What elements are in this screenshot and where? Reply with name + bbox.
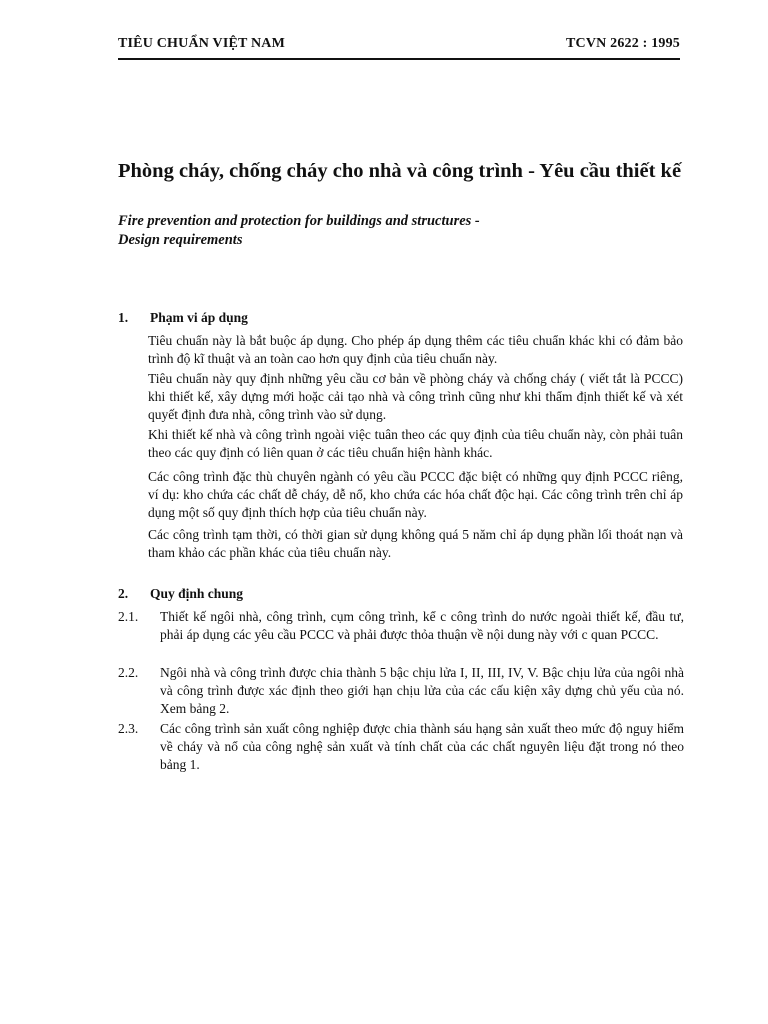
section-title: Quy định chung <box>150 586 244 601</box>
section-1-paragraph: Các công trình tạm thời, có thời gian sử dụng không quá 5 năm chỉ áp dụng phần lối thoát nạn và tham khảo các phần khác của tiêu chuẩn này. <box>148 527 683 560</box>
section-1-heading <box>118 310 248 326</box>
section-2-item <box>118 664 684 718</box>
document-title: Phòng cháy, chống cháy cho nhà và công trình - Yêu cầu thiết kế <box>118 160 682 182</box>
header-standard-name: TIÊU CHUẨN VIỆT NAM <box>118 36 286 51</box>
item-number: 2.2. <box>118 665 139 680</box>
page-header <box>118 36 680 60</box>
subtitle-line-2: Design requirements <box>118 232 243 248</box>
section-1-paragraph: Tiêu chuẩn này là bắt buộc áp dụng. Cho phép áp dụng thêm các tiêu chuẩn khác khi có đảm bảo trình độ kĩ thuật và an toàn cao hơn quy định của tiêu chuẩn này. <box>148 333 683 366</box>
item-text: Các công trình sản xuất công nghiệp được chia thành sáu hạng sản xuất theo mức độ nguy hiểm về cháy và nổ của công nghệ sản xuất và tính chất của các chất nguyên liệu đặt trong nó theo bảng 1. <box>160 721 684 772</box>
section-1-paragraph: Khi thiết kế nhà và công trình ngoài việc tuân theo các quy định của tiêu chuẩn này, còn phải tuân theo các quy định có liên quan ở các tiêu chuẩn hiện hành khác. <box>148 427 683 460</box>
item-number: 2.3. <box>118 721 139 736</box>
document-subtitle <box>118 212 688 250</box>
section-number: 2. <box>118 586 129 601</box>
item-number: 2.1. <box>118 609 139 624</box>
section-1-paragraph: Các công trình đặc thù chuyên ngành có yêu cầu PCCC đặc biệt có những quy định PCCC riêng, ví dụ: kho chứa các chất dễ cháy, dễ nổ, kho chứa các hóa chất độc hại. Các công trình trên chỉ áp dụng một số quy định thích hợp của tiêu chuẩn này. <box>148 469 683 520</box>
section-2-heading <box>118 586 243 602</box>
item-text: Thiết kế ngôi nhà, công trình, cụm công trình, kể c công trình do nước ngoài thiết kế, đầu tư, phải áp dụng các yêu cầu PCCC và phải được thỏa thuận về nội dung này với c quan PCCC. <box>160 609 684 642</box>
section-2-item <box>118 608 684 644</box>
subtitle-line-1: Fire prevention and protection for buildings and structures - <box>118 213 480 229</box>
section-title: Phạm vi áp dụng <box>150 310 248 325</box>
section-1-paragraph: Tiêu chuẩn này quy định những yêu cầu cơ bản về phòng cháy và chống cháy ( viết tắt là PCCC) khi thiết kế, xây dựng mới hoặc cải tạo nhà và công trình cũng như khi thẩm định thiết kế và xét quyết định đưa nhà, công trình vào sử dụng. <box>148 371 683 422</box>
item-text: Ngôi nhà và công trình được chia thành 5 bậc chịu lửa I, II, III, IV, V. Bậc chịu lửa của ngôi nhà và công trình được xác định theo giới hạn chịu lửa của các cấu kiện xây dựng chủ yếu của nó. Xem bảng 2. <box>160 665 684 716</box>
section-2-item <box>118 720 684 774</box>
section-number: 1. <box>118 310 129 325</box>
header-standard-code: TCVN 2622 : 1995 <box>565 36 680 51</box>
